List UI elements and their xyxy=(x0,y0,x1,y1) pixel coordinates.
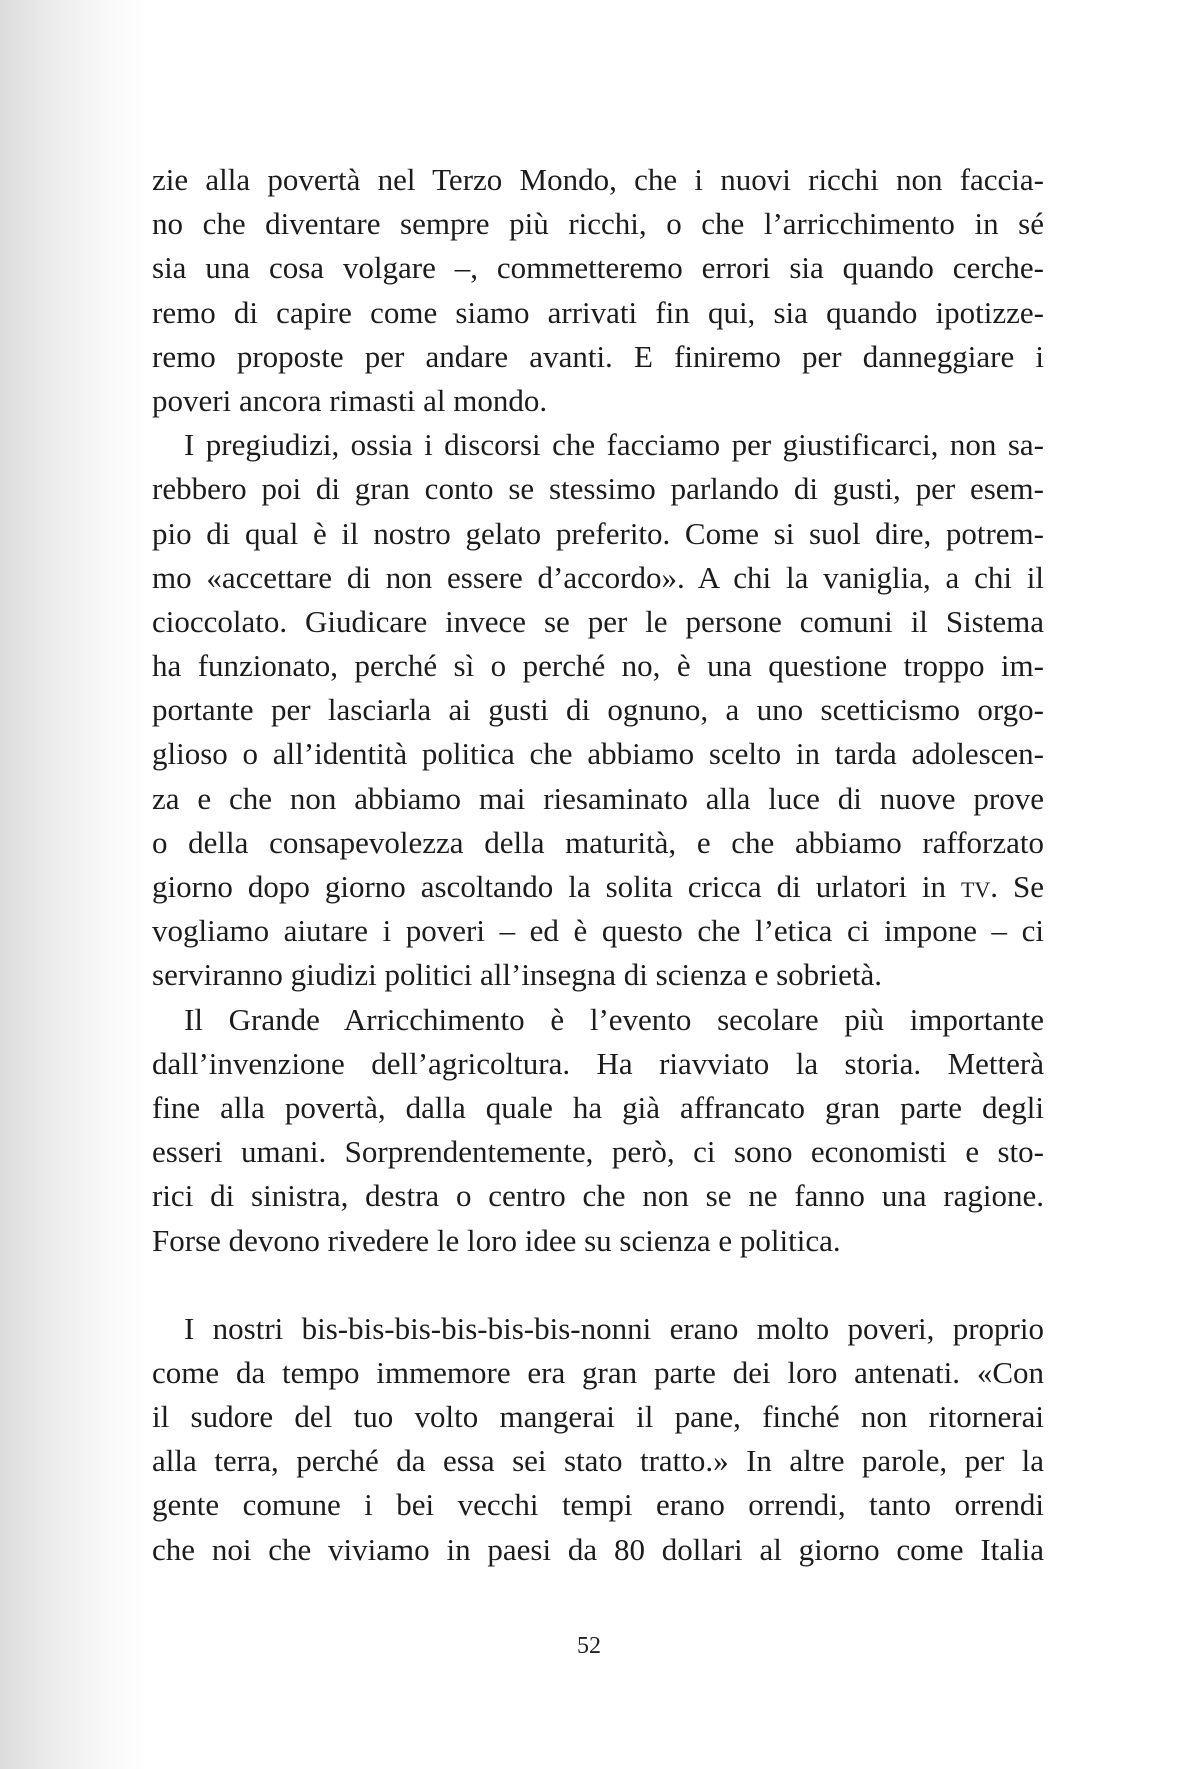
text-line: dall’invenzione dell’agricoltura. Ha riavviato la storia. Metterà xyxy=(152,1045,1044,1081)
section-break xyxy=(152,1263,1044,1307)
text-line: serviranno giudizi politici all’insegna di scienza e sobrietà. xyxy=(152,957,882,993)
text-line: rici di sinistra, destra o centro che non se ne fanno una ragione. xyxy=(152,1178,1044,1214)
text-line: remo di capire come siamo arrivati fin qui, sia quando ipotizze- xyxy=(152,294,1044,330)
text-line: I nostri bis-bis-bis-bis-bis-bis-nonni erano molto poveri, proprio xyxy=(184,1310,1044,1346)
text-line: vogliamo aiutare i poveri – ed è questo che l’etica ci impone – ci xyxy=(152,913,1044,949)
text-line: sia una cosa volgare –, commetteremo errori sia quando cerche- xyxy=(152,250,1044,286)
paragraph-3 xyxy=(152,998,1044,1263)
page-number: 52 xyxy=(577,1633,601,1659)
paragraph-2 xyxy=(152,423,1044,997)
text-line: Forse devono rivedere le loro idee su scienza e politica. xyxy=(152,1222,841,1258)
text-line: giorno dopo giorno ascoltando la solita cricca di urlatori in tv. Se xyxy=(152,869,1045,904)
text-line: mo «accettare di non essere d’accordo». A chi la vaniglia, a chi il xyxy=(152,559,1044,595)
body-text xyxy=(152,158,1044,1572)
text-line: pio di qual è il nostro gelato preferito. Come si suol dire, potrem- xyxy=(152,515,1044,551)
paragraph-4 xyxy=(152,1307,1044,1572)
text-line: fine alla povertà, dalla quale ha già affrancato gran parte degli xyxy=(152,1089,1044,1125)
text-line: il sudore del tuo volto mangerai il pane, finché non ritornerai xyxy=(152,1399,1044,1435)
text-line: cioccolato. Giudicare invece se per le persone comuni il Sistema xyxy=(152,603,1044,639)
text-line: Il Grande Arricchimento è l’evento secolare più importante xyxy=(184,1001,1044,1037)
text-line: zie alla povertà nel Terzo Mondo, che i nuovi ricchi non faccia- xyxy=(152,162,1044,197)
text-line: za e che non abbiamo mai riesaminato alla luce di nuove prove xyxy=(152,780,1044,816)
text-line: I pregiudizi, ossia i discorsi che facciamo per giustificarci, non sa- xyxy=(184,427,1044,463)
text-line: o della consapevolezza della maturità, e che abbiamo rafforzato xyxy=(152,824,1044,860)
text-line: portante per lasciarla ai gusti di ognuno, a uno scetticismo orgo- xyxy=(152,692,1044,728)
text-line: ha funzionato, perché sì o perché no, è una questione troppo im- xyxy=(152,648,1044,684)
paragraph-1 xyxy=(152,158,1044,423)
text-line: poveri ancora rimasti al mondo. xyxy=(152,382,548,418)
text-line: alla terra, perché da essa sei stato tratto.» In altre parole, per la xyxy=(152,1443,1044,1479)
text-line: glioso o all’identità politica che abbiamo scelto in tarda adolescen- xyxy=(152,736,1044,772)
text-line: gente comune i bei vecchi tempi erano orrendi, tanto orrendi xyxy=(152,1487,1044,1523)
text-line: che noi che viviamo in paesi da 80 dollari al giorno come Italia xyxy=(152,1531,1044,1567)
page-edge-shadow xyxy=(0,0,150,1769)
text-line: remo proposte per andare avanti. E finiremo per danneggiare i xyxy=(152,338,1044,374)
text-line: rebbero poi di gran conto se stessimo parlando di gusti, per esem- xyxy=(152,471,1044,507)
small-caps-text: tv xyxy=(960,869,991,904)
text-line: come da tempo immemore era gran parte dei loro antenati. «Con xyxy=(152,1354,1044,1390)
text-line: esseri umani. Sorprendentemente, però, ci sono economisti e sto- xyxy=(152,1134,1044,1170)
text-line: no che diventare sempre più ricchi, o che l’arricchimento in sé xyxy=(152,206,1044,242)
